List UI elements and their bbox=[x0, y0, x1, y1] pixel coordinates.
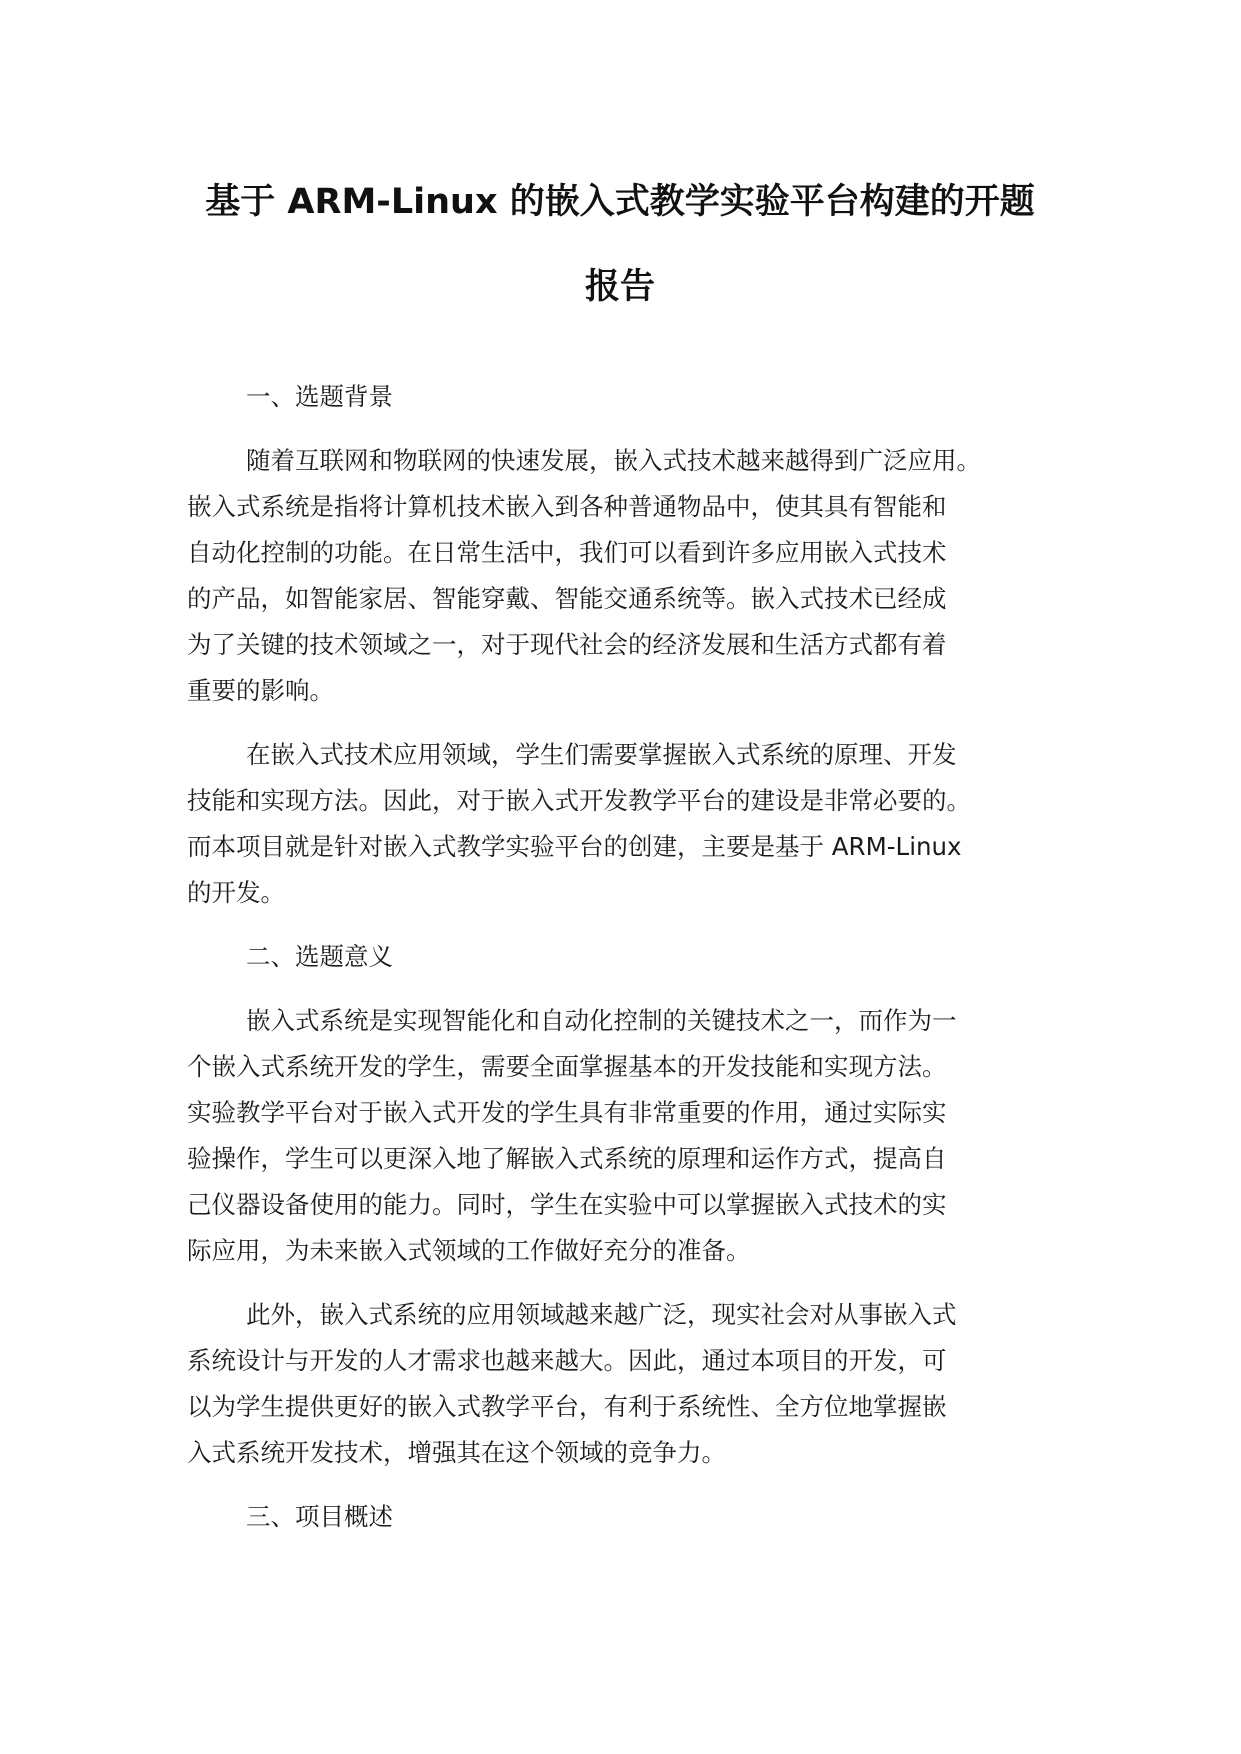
section-heading-overview: 三、项目概述 bbox=[246, 1502, 393, 1531]
paragraph-line: 嵌入式系统是指将计算机技术嵌入到各种普通物品中，使其具有智能和 bbox=[187, 492, 947, 521]
paragraph-line: 为了关键的技术领域之一，对于现代社会的经济发展和生活方式都有着 bbox=[187, 630, 947, 659]
paragraph-line: 己仪器设备使用的能力。同时，学生在实验中可以掌握嵌入式技术的实 bbox=[187, 1190, 947, 1219]
paragraph-line: 的产品，如智能家居、智能穿戴、智能交通系统等。嵌入式技术已经成 bbox=[187, 584, 947, 613]
document-title-line-1: 基于 ARM-Linux 的嵌入式教学实验平台构建的开题 bbox=[205, 182, 1035, 222]
paragraph-line: 而本项目就是针对嵌入式教学实验平台的创建，主要是基于 ARM-Linux bbox=[187, 832, 962, 861]
paragraph-line: 实验教学平台对于嵌入式开发的学生具有非常重要的作用，通过实际实 bbox=[187, 1098, 947, 1127]
section-heading-background: 一、选题背景 bbox=[246, 382, 393, 411]
paragraph-line: 此外，嵌入式系统的应用领域越来越广泛，现实社会对从事嵌入式 bbox=[246, 1300, 957, 1329]
paragraph-line: 以为学生提供更好的嵌入式教学平台，有利于系统性、全方位地掌握嵌 bbox=[187, 1392, 947, 1421]
paragraph-line: 重要的影响。 bbox=[187, 676, 334, 705]
paragraph-line: 际应用，为未来嵌入式领域的工作做好充分的准备。 bbox=[187, 1236, 751, 1265]
paragraph-line: 个嵌入式系统开发的学生，需要全面掌握基本的开发技能和实现方法。 bbox=[187, 1052, 947, 1081]
paragraph-line: 入式系统开发技术，增强其在这个领域的竞争力。 bbox=[187, 1438, 726, 1467]
paragraph-line: 技能和实现方法。因此，对于嵌入式开发教学平台的建设是非常必要的。 bbox=[187, 786, 971, 815]
document-title-line-2: 报告 bbox=[584, 267, 655, 307]
paragraph-line: 在嵌入式技术应用领域，学生们需要掌握嵌入式系统的原理、开发 bbox=[246, 740, 957, 769]
paragraph-line: 验操作，学生可以更深入地了解嵌入式系统的原理和运作方式，提高自 bbox=[187, 1144, 947, 1173]
paragraph-line: 系统设计与开发的人才需求也越来越大。因此，通过本项目的开发，可 bbox=[187, 1346, 947, 1375]
paragraph-line: 随着互联网和物联网的快速发展，嵌入式技术越来越得到广泛应用。 bbox=[246, 446, 981, 475]
paragraph-line: 自动化控制的功能。在日常生活中，我们可以看到许多应用嵌入式技术 bbox=[187, 538, 947, 567]
section-heading-significance: 二、选题意义 bbox=[246, 942, 393, 971]
paragraph-line: 嵌入式系统是实现智能化和自动化控制的关键技术之一，而作为一 bbox=[246, 1006, 957, 1035]
paragraph-line: 的开发。 bbox=[187, 878, 285, 907]
